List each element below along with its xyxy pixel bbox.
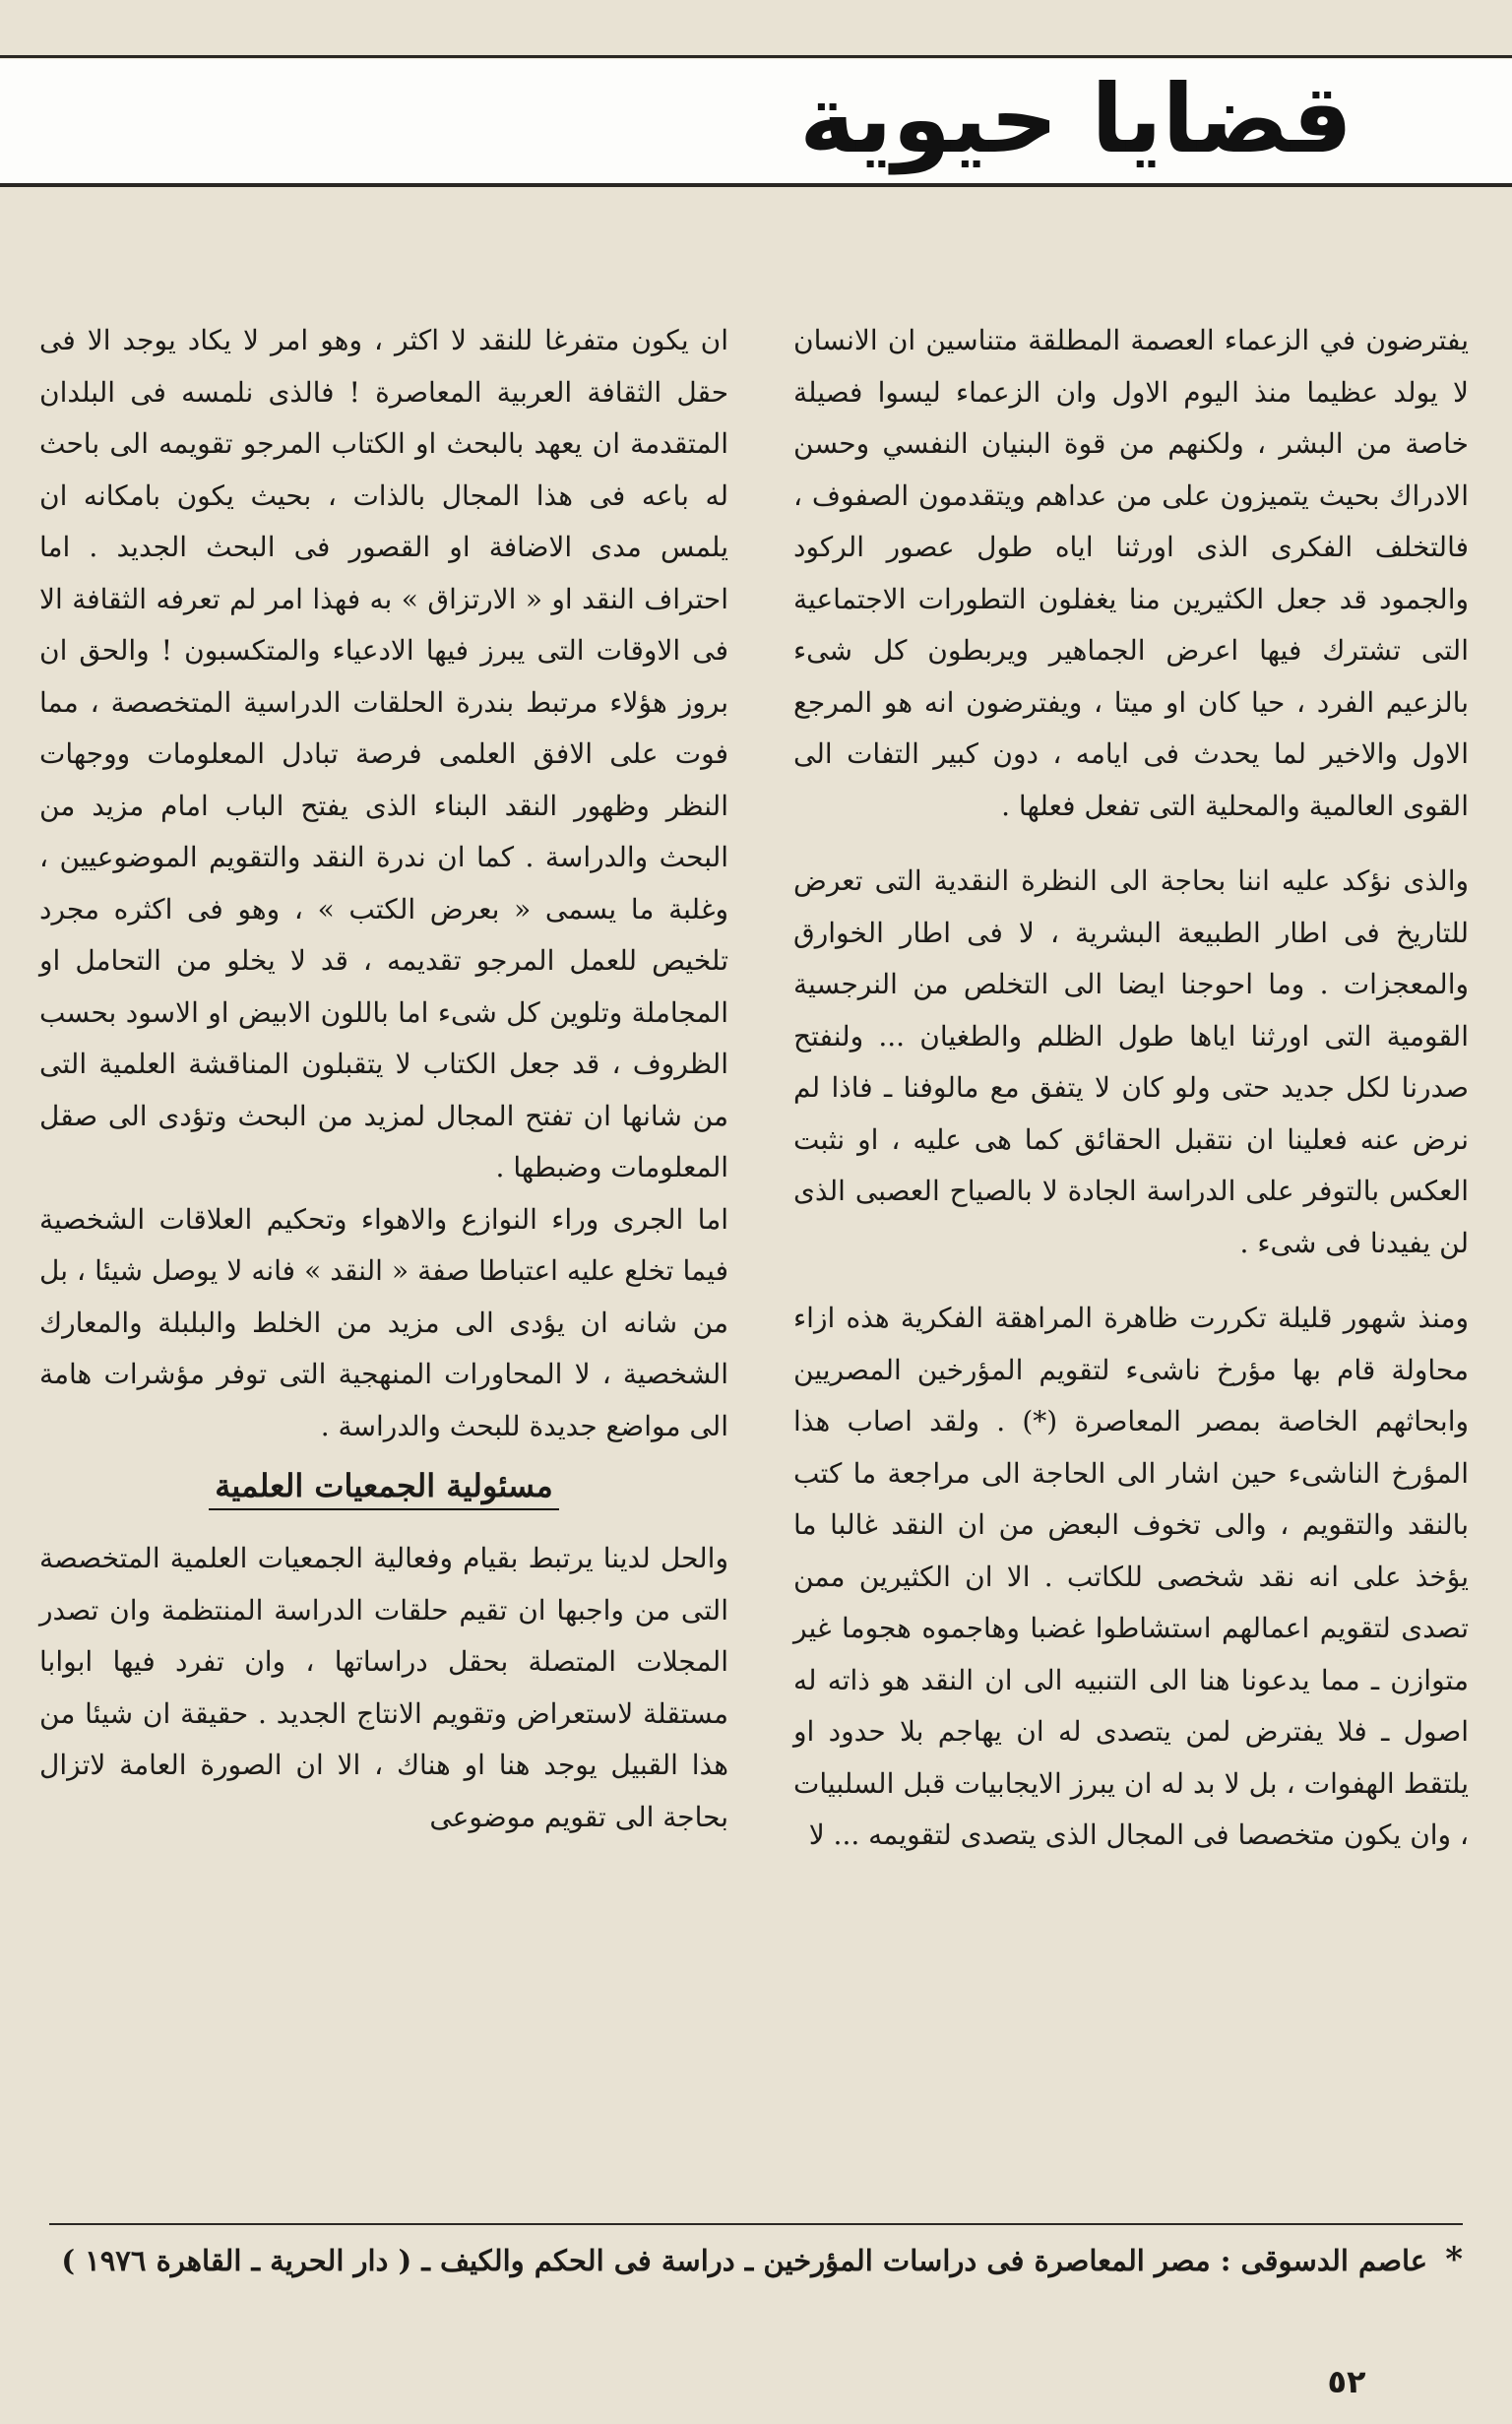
- paragraph: ان يكون متفرغا للنقد لا اكثر ، وهو امر لا يكاد يوجد الا فى حقل الثقافة العربية المعاصرة ! فالذى نلمسه فى البلدان المتقدمة ان يعهد بالبحث او الكتاب المرجو تقويمه الى باحث له باعه فى هذا المجال بالذات ، بحيث يكون بامكانه ان يلمس مدى الاضافة او القصور فى البحث الجديد . اما احتراف النقد او « الارتزاق » به فهذا امر لم تعرفه الثقافة الا فى الاوقات التى يبرز فيها الادعياء والمتكسبون ! والحق ان بروز هؤلاء مرتبط بندرة الحلقات الدراسية المتخصصة ، مما فوت على الافق العلمى فرصة تبادل المعلومات ووجهات النظر وظهور النقد البناء الذى يفتح الباب امام مزيد من البحث والدراسة . كما ان ندرة النقد والتقويم الموضوعيين ، وغلبة ما يسمى « بعرض الكتب » ، وهو فى اكثره مجرد تلخيص للعمل المرجو تقديمه ، قد لا يخلو من التحامل او المجاملة وتلوين كل شىء اما باللون الابيض او الاسود بحسب الظروف ، قد جعل الكتاب لا يتقبلون المناقشة العلمية التى من شانها ان تفتح المجال لمزيد من البحث وتؤدى الى صقل المعلومات وضبطها .: [39, 324, 728, 1183]
- footnote-rule: [49, 2223, 1463, 2225]
- article-column-right: [793, 315, 1469, 1862]
- paragraph: يفترضون في الزعماء العصمة المطلقة متناسين ان الانسان لا يولد عظيما منذ اليوم الاول وان الزعماء ليسوا فصيلة خاصة من البشر ، ولكنهم من قوة البنيان النفسي وحسن الادراك بحيث يتميزون على من عداهم ويتقدمون الصفوف ، فالتخلف الفكرى الذى اورثنا اياه طول عصور الركود والجمود قد جعل الكثيرين منا يغفلون التطورات الاجتماعية التى تشترك فيها اعرض الجماهير ويربطون كل شىء بالزعيم الفرد ، حيا كان او ميتا ، ويفترضون انه هو المرجع الاول والاخير لما يحدث فى ايامه ، دون كبير التفات الى القوى العالمية والمحلية التى تفعل فعلها .: [793, 324, 1469, 822]
- header-band: [0, 59, 1512, 187]
- footnote-marker: *: [1445, 2240, 1463, 2279]
- footnote-text: عاصم الدسوقى : مصر المعاصرة فى دراسات المؤرخين ـ دراسة فى الحكم والكيف ـ ( دار الحرية ـ القاهرة ١٩٧٦ ): [61, 2244, 1428, 2277]
- article-column-left: [39, 315, 728, 1843]
- page-number: ٥٢: [1327, 2363, 1366, 2400]
- paragraph: ومنذ شهور قليلة تكررت ظاهرة المراهقة الفكرية هذه ازاء محاولة قام بها مؤرخ ناشىء لتقويم المؤرخين المصريين وابحاثهم الخاصة بمصر المعاصرة (*) . ولقد اصاب هذا المؤرخ الناشىء حين اشار الى الحاجة الى مراجعة ما كتب بالنقد والتقويم ، والى تخوف البعض من ان النقد غالبا ما يؤخذ على انه نقد شخصى للكاتب . الا ان الكثيرين ممن تصدى لتقويم اعمالهم استشاطوا غضبا وهاجموه هجوما غير متوازن ـ مما يدعونا هنا الى التنبيه الى ان النقد هو ذاته له اصول ـ فلا يفترض لمن يتصدى له ان يهاجم بلا حدود او يلتقط الهفوات ، بل لا بد له ان يبرز الايجابيات قبل السلبيات ، وان يكون متخصصا فى المجال الذى يتصدى لتقويمه ... لا: [793, 1302, 1469, 1851]
- paragraph: والحل لدينا يرتبط بقيام وفعالية الجمعيات العلمية المتخصصة التى من واجبها ان تقيم حلقات الدراسة المنتظمة وان تصدر المجلات المتصلة بحقل دراساتها ، وان تفرد فيها ابوابا مستقلة لاستعراض وتقويم الانتاج الجديد . حقيقة ان شيئا من هذا القبيل يوجد هنا او هناك ، الا ان الصورة العامة لاتزال بحاجة الى تقويم موضوعى: [39, 1542, 728, 1833]
- subheading: [39, 1458, 728, 1513]
- footnote: [49, 2235, 1463, 2285]
- subheading-text: مسئولية الجمعيات العلمية: [209, 1467, 558, 1510]
- section-title: قضايا حيوية: [799, 64, 1353, 174]
- paragraph: والذى نؤكد عليه اننا بحاجة الى النظرة النقدية التى تعرض للتاريخ فى اطار الطبيعة البشرية ، لا فى اطار الخوارق والمعجزات . وما احوجنا ايضا الى التخلص من النرجسية القومية التى اورثنا اياها طول الظلم والطغيان ... ولنفتح صدرنا لكل جديد حتى ولو كان لا يتفق مع مالوفنا ـ فاذا لم نرض عنه فعلينا ان نتقبل الحقائق كما هى عليه ، او نثبت العكس بالتوفر على الدراسة الجادة لا بالصياح العصبى الذى لن يفيدنا فى شىء .: [793, 864, 1469, 1259]
- paragraph: اما الجرى وراء النوازع والاهواء وتحكيم العلاقات الشخصية فيما تخلع عليه اعتباطا صفة « النقد » فانه لا يوصل شيئا ، بل من شانه ان يؤدى الى مزيد من الخلط والبلبلة والمعارك الشخصية ، لا المحاورات المنهجية التى توفر مؤشرات هامة الى مواضع جديدة للبحث والدراسة .: [39, 1202, 728, 1442]
- top-rule: [0, 55, 1512, 58]
